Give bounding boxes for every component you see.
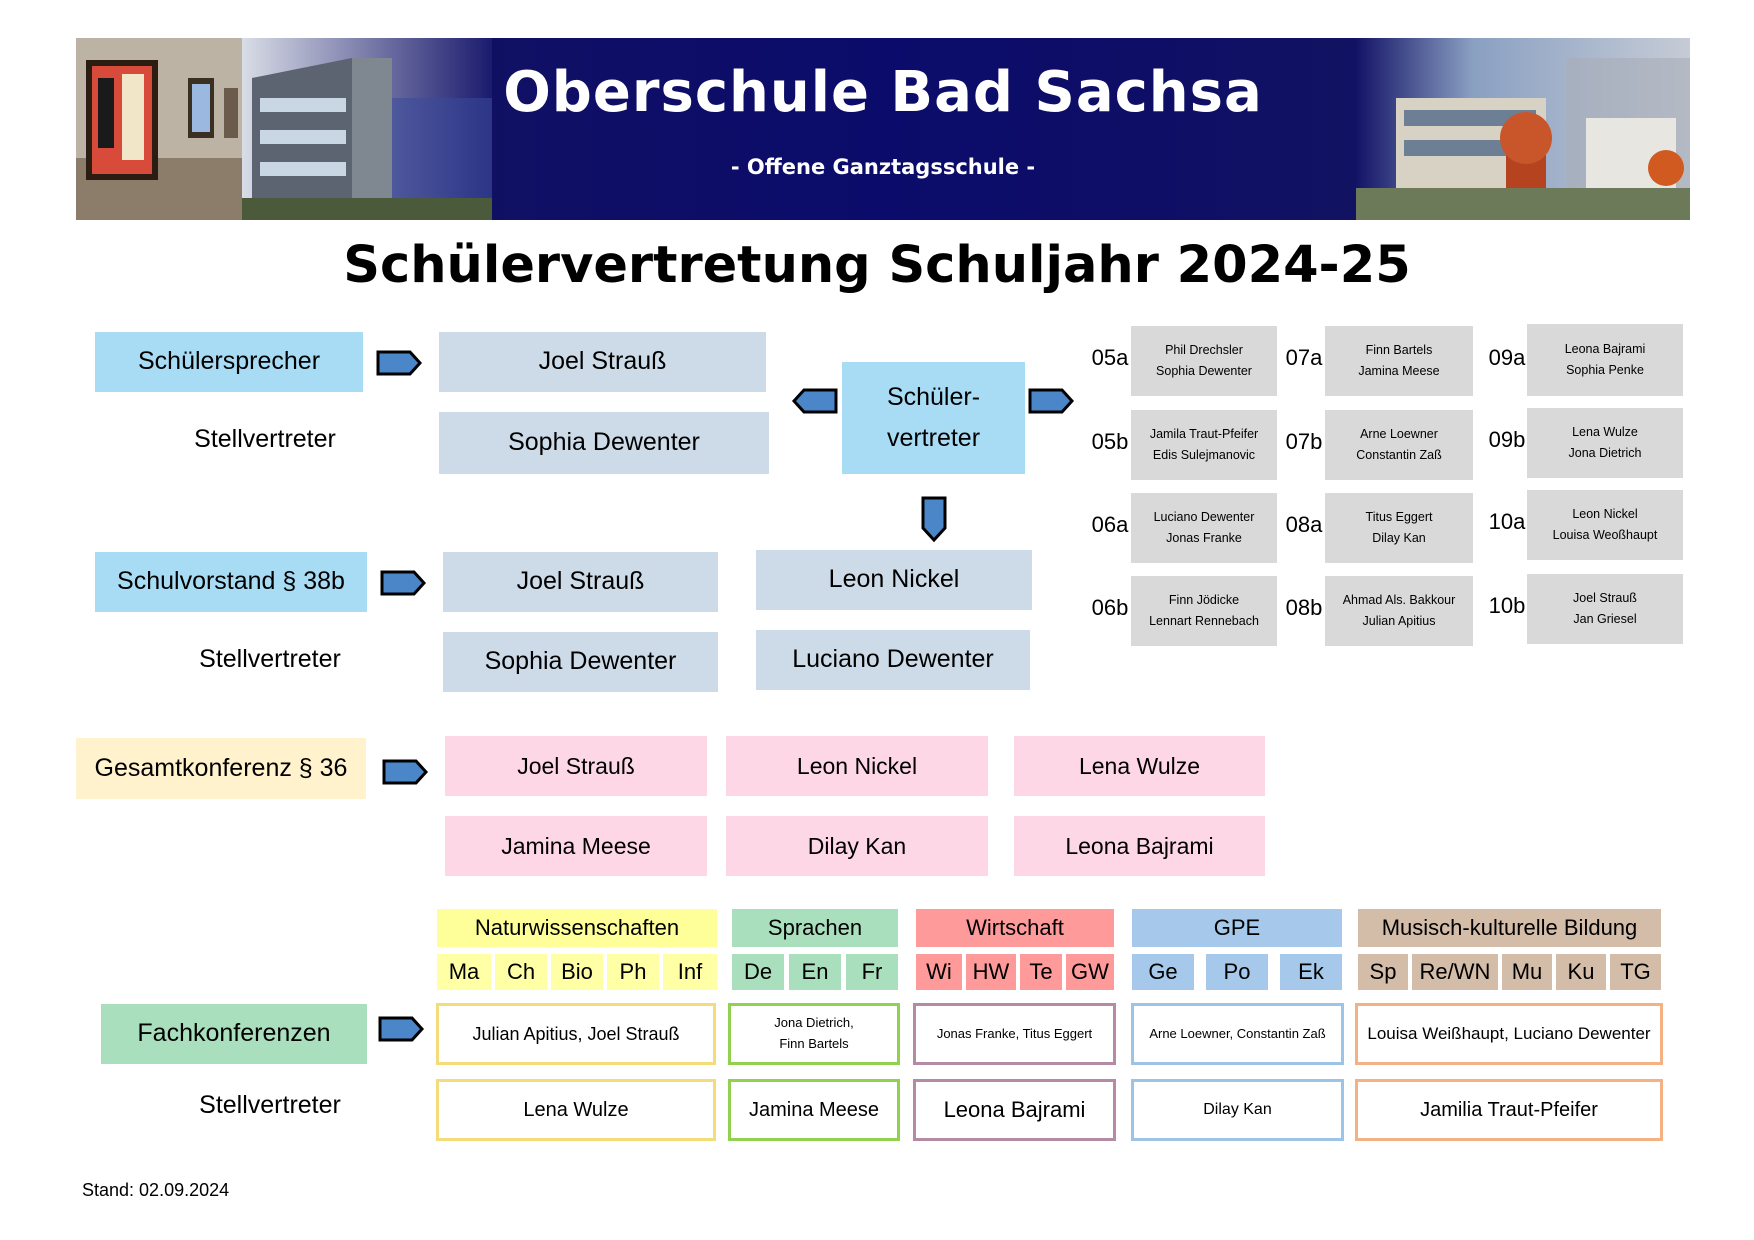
class-rep-name: Finn Jödicke: [1168, 593, 1240, 608]
class-label: 05a: [1091, 345, 1129, 371]
subject-group-members: Jonas Franke, Titus Eggert: [913, 1003, 1116, 1065]
arrow-right-icon: [380, 1018, 422, 1040]
class-label: 08a: [1285, 512, 1323, 538]
class-label: 07b: [1285, 429, 1323, 455]
class-rep-name: Ahmad Als. Bakkour: [1342, 593, 1456, 608]
schuelervertreter-label: [842, 362, 1025, 474]
gesamtkonferenz-label: Gesamtkonferenz § 36: [76, 738, 366, 799]
class-rep-name: Sophia Dewenter: [1156, 364, 1252, 378]
subject-group-member-line: Jona Dietrich,: [774, 1015, 854, 1031]
class-label: 09b: [1488, 427, 1526, 453]
class-representatives: [1131, 410, 1277, 480]
subject-group-members: Louisa Weißhaupt, Luciano Dewenter: [1355, 1003, 1663, 1065]
class-label: 08b: [1285, 595, 1323, 621]
class-rep-name: Finn Bartels: [1365, 343, 1433, 358]
class-label: 05b: [1091, 429, 1129, 455]
class-rep-name: Edis Sulejmanovic: [1152, 448, 1256, 462]
schuelersprecher-main: Joel Strauß: [439, 332, 766, 392]
class-representatives: [1131, 576, 1277, 646]
subject-group-header: GPE: [1132, 909, 1342, 947]
subject-group-member-line: Finn Bartels: [779, 1036, 849, 1051]
class-rep-name: Jona Dietrich: [1568, 446, 1642, 460]
subject-cell: Te: [1020, 954, 1062, 990]
school-banner: [76, 38, 1690, 220]
subject-cell: Ph: [607, 954, 659, 990]
class-rep-name: Leona Bajrami: [1564, 342, 1646, 357]
class-representatives: [1325, 326, 1473, 396]
subject-cell: Po: [1206, 954, 1268, 990]
subject-group-members: Julian Apitius, Joel Strauß: [436, 1003, 716, 1065]
subject-cell: En: [789, 954, 841, 990]
subject-cell: TG: [1610, 954, 1661, 990]
class-rep-name: Louisa Weoßhaupt: [1552, 528, 1658, 542]
class-label: 10b: [1488, 593, 1526, 619]
class-representatives: [1527, 490, 1683, 560]
schulvorstand-deputy-label: Stellvertreter: [199, 645, 341, 674]
class-representatives: [1325, 576, 1473, 646]
class-label: 06b: [1091, 595, 1129, 621]
schulvorstand-label: Schulvorstand § 38b: [95, 552, 367, 612]
class-representatives: [1527, 408, 1683, 478]
school-name: Oberschule Bad Sachsa: [503, 60, 1263, 125]
class-rep-name: Constantin Zaß: [1356, 448, 1442, 462]
class-rep-name: Dilay Kan: [1372, 531, 1426, 545]
class-rep-name: Jan Griesel: [1573, 612, 1637, 626]
subject-group-header: Wirtschaft: [916, 909, 1114, 947]
fachkonferenzen-label: Fachkonferenzen: [101, 1004, 367, 1064]
class-representatives: [1527, 324, 1683, 396]
subject-group-deputy: Leona Bajrami: [913, 1079, 1116, 1141]
class-rep-name: Joel Strauß: [1573, 591, 1637, 606]
subject-cell: Inf: [663, 954, 717, 990]
arrow-right-icon: [384, 761, 426, 783]
schulvorstand-member: Joel Strauß: [443, 552, 718, 612]
class-label: 10a: [1488, 509, 1526, 535]
class-label: 09a: [1488, 345, 1526, 371]
gesamtkonferenz-member: Leona Bajrami: [1014, 816, 1265, 876]
schuelersprecher-deputy-label: Stellvertreter: [194, 425, 336, 454]
fachkonferenzen-deputy-label: Stellvertreter: [199, 1091, 341, 1120]
schuelersprecher-deputy: Sophia Dewenter: [439, 412, 769, 474]
gesamtkonferenz-member: Joel Strauß: [445, 736, 707, 796]
class-rep-name: Lennart Rennebach: [1149, 614, 1259, 628]
subject-cell: GW: [1066, 954, 1114, 990]
class-rep-name: Jonas Franke: [1166, 531, 1242, 545]
subject-cell: Wi: [916, 954, 962, 990]
gesamtkonferenz-member: Lena Wulze: [1014, 736, 1265, 796]
class-representatives: [1527, 574, 1683, 644]
schulvorstand-member: Leon Nickel: [756, 550, 1032, 610]
subject-group-deputy: Lena Wulze: [436, 1079, 716, 1141]
subject-group-deputy: Jamina Meese: [728, 1079, 900, 1141]
arrow-right-icon: [1030, 390, 1072, 412]
page-title: Schülervertretung Schuljahr 2024-25: [343, 236, 1411, 295]
arrow-down-icon: [923, 498, 945, 540]
subject-group-header: Naturwissenschaften: [437, 909, 717, 947]
subject-cell: Ch: [495, 954, 547, 990]
class-representatives: [1131, 493, 1277, 563]
class-rep-name: Phil Drechsler: [1165, 343, 1243, 358]
class-label: 06a: [1091, 512, 1129, 538]
arrow-right-icon: [378, 352, 420, 374]
class-rep-name: Jamina Meese: [1358, 364, 1440, 378]
subject-cell: Sp: [1358, 954, 1408, 990]
class-representatives: [1131, 326, 1277, 396]
schulvorstand-deputy: Sophia Dewenter: [443, 632, 718, 692]
class-rep-name: Luciano Dewenter: [1153, 510, 1255, 525]
subject-cell: Ge: [1132, 954, 1194, 990]
gesamtkonferenz-member: Leon Nickel: [726, 736, 988, 796]
class-rep-name: Julian Apitius: [1362, 614, 1436, 628]
class-representatives: [1325, 493, 1473, 563]
subject-cell: Re/WN: [1412, 954, 1498, 990]
subject-group-members: [728, 1003, 900, 1065]
subject-group-deputy: Dilay Kan: [1131, 1079, 1344, 1141]
class-rep-name: Titus Eggert: [1365, 510, 1433, 525]
school-subtitle: - Offene Ganztagsschule -: [730, 155, 1036, 179]
subject-cell: HW: [966, 954, 1016, 990]
class-label: 07a: [1285, 345, 1323, 371]
subject-cell: Bio: [551, 954, 603, 990]
schuelervertreter-label-line1: Schüler-: [886, 382, 981, 411]
class-rep-name: Sophia Penke: [1566, 363, 1644, 377]
subject-cell: Ek: [1280, 954, 1342, 990]
subject-group-header: Sprachen: [732, 909, 898, 947]
class-rep-name: Arne Loewner: [1360, 427, 1438, 442]
class-rep-name: Leon Nickel: [1572, 507, 1638, 522]
gesamtkonferenz-member: Dilay Kan: [726, 816, 988, 876]
gesamtkonferenz-member: Jamina Meese: [445, 816, 707, 876]
subject-cell: Ku: [1556, 954, 1606, 990]
subject-cell: Fr: [846, 954, 898, 990]
subject-group-header: Musisch-kulturelle Bildung: [1358, 909, 1661, 947]
schuelervertreter-label-line2: vertreter: [886, 424, 981, 452]
subject-group-members: Arne Loewner, Constantin Zaß: [1131, 1003, 1344, 1065]
subject-cell: Mu: [1502, 954, 1552, 990]
class-rep-name: Lena Wulze: [1572, 425, 1638, 440]
arrow-right-icon: [382, 572, 424, 594]
class-rep-name: Jamila Traut-Pfeifer: [1149, 427, 1259, 442]
subject-cell: De: [732, 954, 784, 990]
schulvorstand-deputy: Luciano Dewenter: [756, 630, 1030, 690]
schuelersprecher-label: Schülersprecher: [95, 332, 363, 392]
subject-cell: Ma: [437, 954, 491, 990]
class-representatives: [1325, 410, 1473, 480]
arrow-left-icon: [794, 390, 836, 412]
subject-group-deputy: Jamilia Traut-Pfeifer: [1355, 1079, 1663, 1141]
stand-date: Stand: 02.09.2024: [82, 1180, 230, 1200]
